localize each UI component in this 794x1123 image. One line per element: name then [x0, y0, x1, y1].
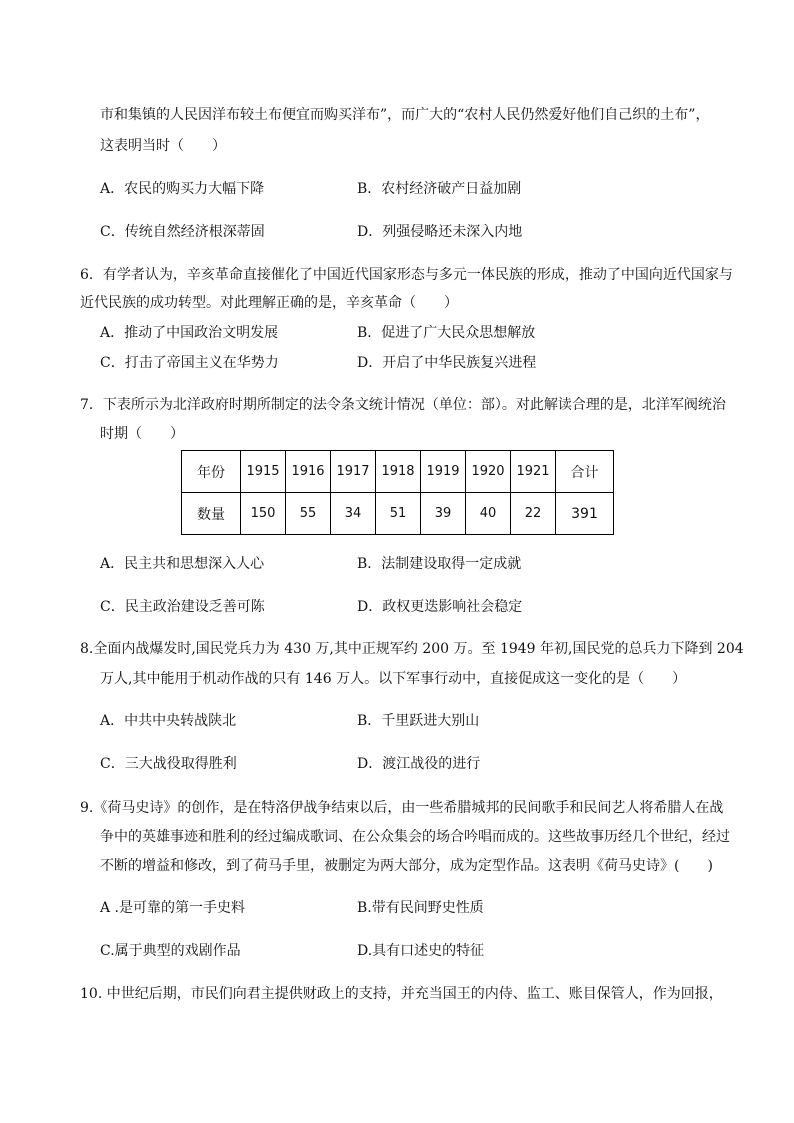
q6-option-d: D．开启了中华民族复兴进程	[357, 355, 537, 371]
year-cell: 1915	[241, 451, 286, 493]
year-cell: 1920	[466, 451, 511, 493]
q8-option-b: B．千里跃进大别山	[357, 713, 480, 729]
q9-option-d: D.具有口述史的特征	[357, 943, 485, 959]
q9-option-c: C.属于典型的戏剧作品	[100, 943, 241, 959]
q6-stem-line2: 近代民族的成功转型。对此理解正确的是，辛亥革命（ ）	[80, 295, 458, 311]
year-cell: 1916	[286, 451, 331, 493]
year-cell: 1918	[376, 451, 421, 493]
total-value-cell: 391	[556, 493, 614, 535]
year-cell: 1921	[511, 451, 556, 493]
row-label-year: 年份	[182, 451, 241, 493]
q6-option-b: B．促进了广大民众思想解放	[357, 325, 536, 341]
q8-stem-line1: 8.全面内战爆发时,国民党兵力为 430 万,其中正规军约 200 万。至 1949 年初,国民党的总兵力下降到 204	[80, 641, 744, 657]
q8-option-a: A．中共中央转战陕北	[100, 713, 237, 729]
year-cell: 1917	[331, 451, 376, 493]
q6-option-a: A．推动了中国政治文明发展	[100, 325, 279, 341]
q9-stem-line3: 不断的增益和修改，到了荷马手里，被删定为两大部分，成为定型作品。这表明《荷马史诗》( )	[100, 858, 713, 874]
q5-option-a: A．农民的购买力大幅下降	[100, 181, 265, 197]
count-cell: 22	[511, 493, 556, 535]
q9-stem-line1: 9.《荷马史诗》的创作，是在特洛伊战争结束以后，由一些希腊城邦的民间歌手和民间艺人将希腊人在战	[80, 800, 724, 816]
q5-stem-line1: 市和集镇的人民因洋布较土布便宜而购买洋布”，而广大的“农村人民仍然爱好他们自己织的土布”，	[100, 107, 710, 123]
q9-stem-line2: 争中的英雄事迹和胜利的经过编成歌词、在公众集会的场合吟唱而成的。这些故事历经几个世纪，经过	[100, 829, 730, 845]
q8-stem-line2: 万人,其中能用于机动作战的只有 146 万人。以下军事行动中，直接促成这一变化的是（ ）	[100, 671, 687, 687]
q7-option-c: C．民主政治建设乏善可陈	[100, 599, 265, 615]
q5-stem-line2: 这表明当时（ ）	[100, 138, 226, 154]
q5-option-d: D．列强侵略还未深入内地	[357, 224, 523, 240]
count-cell: 34	[331, 493, 376, 535]
row-label-count: 数量	[182, 493, 241, 535]
q5-option-b: B．农村经济破产日益加剧	[357, 181, 522, 197]
q7-option-b: B．法制建设取得一定成就	[357, 556, 522, 572]
count-cell: 51	[376, 493, 421, 535]
q7-stem-line2: 时期（ ）	[100, 426, 184, 442]
q6-stem-line1: 6．有学者认为，辛亥革命直接催化了中国近代国家形态与多元一体民族的形成，推动了中国向近代国家与	[80, 267, 733, 283]
q7-stem-line1: 7．下表所示为北洋政府时期所制定的法令条文统计情况（单位：部）。对此解读合理的是，北洋军阀统治	[80, 397, 726, 413]
q8-option-c: C．三大战役取得胜利	[100, 756, 237, 772]
law-statistics-table	[181, 450, 614, 535]
count-cell: 150	[241, 493, 286, 535]
table-row-counts	[182, 493, 614, 535]
count-cell: 55	[286, 493, 331, 535]
q8-option-d: D．渡江战役的进行	[357, 756, 481, 772]
q9-option-a: A .是可靠的第一手史料	[100, 900, 246, 916]
q7-option-a: A．民主共和思想深入人心	[100, 556, 265, 572]
q9-option-b: B.带有民间野史性质	[357, 900, 484, 916]
count-cell: 40	[466, 493, 511, 535]
total-label-cell: 合计	[556, 451, 614, 493]
q6-option-c: C．打击了帝国主义在华势力	[100, 355, 279, 371]
q7-option-d: D．政权更迭影响社会稳定	[357, 599, 523, 615]
year-cell: 1919	[421, 451, 466, 493]
table-row-years	[182, 451, 614, 493]
count-cell: 39	[421, 493, 466, 535]
q10-stem-line1: 10. 中世纪后期，市民们向君主提供财政上的支持，并充当国王的内侍、监工、账目保管人，作为回报，	[80, 986, 723, 1002]
q5-option-c: C．传统自然经济根深蒂固	[100, 224, 265, 240]
